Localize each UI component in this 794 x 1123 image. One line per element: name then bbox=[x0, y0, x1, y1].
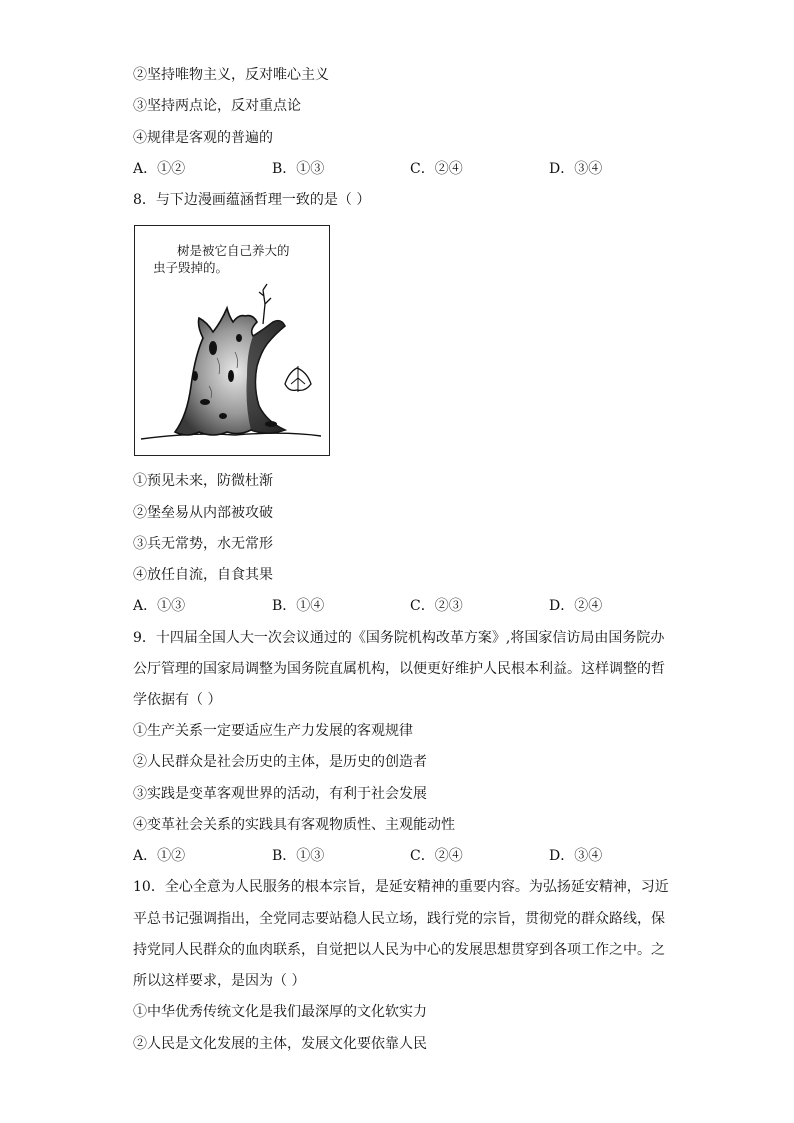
q7-item-2: ②坚持唯物主义，反对唯心主义 bbox=[133, 67, 329, 83]
q8-options bbox=[133, 596, 653, 616]
q8-item-3: ③兵无常势，水无常形 bbox=[133, 536, 273, 552]
q9-option-a[interactable]: A．①② bbox=[133, 848, 186, 864]
q8-option-a[interactable]: A．①③ bbox=[133, 598, 186, 614]
q9-item-3: ③实践是变革客观世界的活动，有利于社会发展 bbox=[133, 786, 427, 802]
q9-options bbox=[133, 846, 653, 866]
q10-stem-line-3: 持党同人民群众的血肉联系，自觉把以人民为中心的发展思想贯穿到各项工作之中。之 bbox=[133, 942, 665, 958]
q10-item-2: ②人民是文化发展的主体，发展文化要依靠人民 bbox=[133, 1036, 427, 1052]
q9-option-d[interactable]: D．③④ bbox=[549, 848, 603, 864]
q8-item-2: ②堡垒易从内部被攻破 bbox=[133, 505, 273, 521]
q9-item-2: ②人民群众是社会历史的主体，是历史的创造者 bbox=[133, 754, 427, 770]
q7-item-4: ④规律是客观的普遍的 bbox=[133, 130, 273, 146]
q10-stem-line-4: 所以这样要求，是因为（ ） bbox=[133, 973, 306, 989]
q7-option-b[interactable]: B．①③ bbox=[272, 161, 325, 177]
q8-item-1: ①预见未来，防微杜渐 bbox=[133, 473, 273, 489]
q9-option-c[interactable]: C．②④ bbox=[410, 848, 463, 864]
q10-stem-line-2: 平总书记强调指出，全党同志要站稳人民立场，践行党的宗旨，贯彻党的群众路线，保 bbox=[133, 911, 665, 927]
q10-item-1: ①中华优秀传统文化是我们最深厚的文化软实力 bbox=[133, 1004, 427, 1020]
cartoon-caption-line-1: 树是被它自己养大的 bbox=[177, 243, 290, 258]
q8-option-b[interactable]: B．①④ bbox=[272, 598, 325, 614]
q7-item-3: ③坚持两点论，反对重点论 bbox=[133, 98, 301, 114]
q8-stem: 8．与下边漫画蕴涵哲理一致的是（ ） bbox=[133, 192, 371, 208]
q9-item-1: ①生产关系一定要适应生产力发展的客观规律 bbox=[133, 723, 413, 739]
tree-illustration bbox=[135, 226, 329, 455]
q9-stem-line-3: 学依据有（ ） bbox=[133, 692, 222, 708]
q9-option-b[interactable]: B．①③ bbox=[272, 848, 325, 864]
q7-option-a[interactable]: A．①② bbox=[133, 161, 186, 177]
q7-options bbox=[133, 159, 653, 179]
q9-item-4: ④变革社会关系的实践具有客观物质性、主观能动性 bbox=[133, 817, 455, 833]
cartoon-caption-line-2: 虫子毁掉的。 bbox=[153, 260, 229, 275]
tree-cartoon bbox=[134, 225, 330, 456]
q8-option-d[interactable]: D．②④ bbox=[549, 598, 603, 614]
q7-option-c[interactable]: C．②④ bbox=[410, 161, 463, 177]
q8-option-c[interactable]: C．②③ bbox=[410, 598, 463, 614]
q10-stem-line-1: 10．全心全意为人民服务的根本宗旨，是延安精神的重要内容。为弘扬延安精神，习近 bbox=[133, 879, 669, 895]
q9-stem-line-1: 9．十四届全国人大一次会议通过的《国务院机构改革方案》,将国家信访局由国务院办 bbox=[133, 630, 665, 646]
q7-option-d[interactable]: D．③④ bbox=[549, 161, 603, 177]
q8-item-4: ④放任自流，自食其果 bbox=[133, 567, 273, 583]
q9-stem-line-2: 公厅管理的国家局调整为国务院直属机构，以便更好维护人民根本利益。这样调整的哲 bbox=[133, 661, 665, 677]
